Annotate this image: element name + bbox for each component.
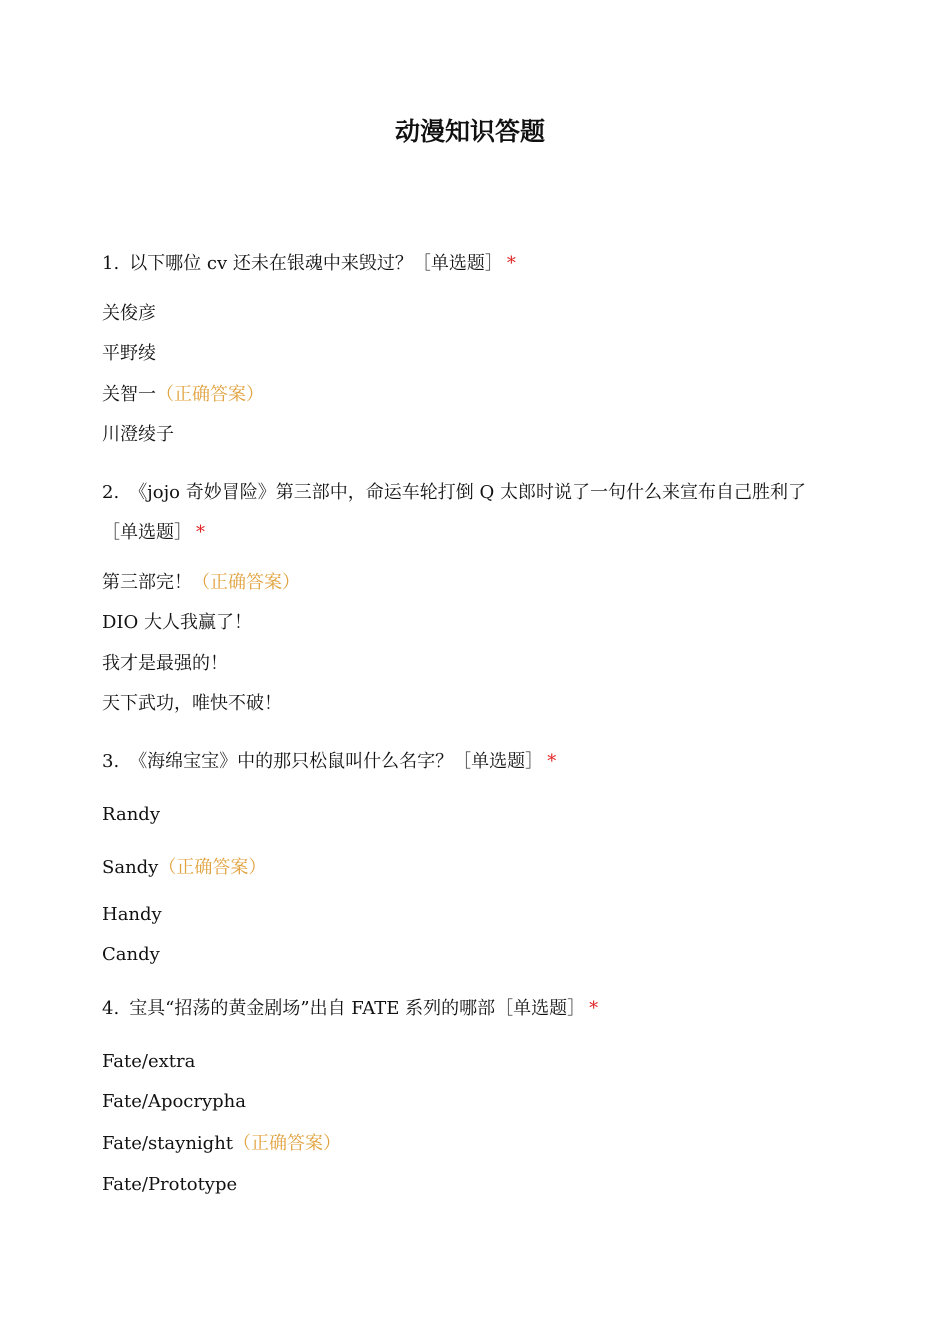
question-2-option-3 [102, 650, 228, 678]
required-star: * [506, 253, 516, 274]
correct-answer-note: （正确答案） [158, 857, 267, 878]
option-label: Fate/Prototype [102, 1174, 238, 1195]
required-star: * [196, 522, 205, 543]
option-label: 关智一 [102, 384, 156, 405]
question-3-option-3 [102, 901, 162, 929]
question-text: 《jojo 奇妙冒险》第三部中，命运车轮打倒 Q 太郎时说了一句什么来宣布自己胜利了［单选题］ [102, 482, 806, 543]
option-label: 我才是最强的！ [102, 653, 228, 674]
question-4-option-4 [102, 1171, 237, 1199]
required-star: * [589, 998, 599, 1019]
option-label: Fate/staynight [102, 1133, 234, 1154]
question-number: 2. [102, 482, 120, 503]
correct-answer-note: （正确答案） [156, 384, 264, 405]
question-1-option-3 [102, 381, 264, 409]
option-label: 关俊彦 [102, 303, 156, 324]
question-text: 以下哪位 cv 还未在银魂中来毁过？［单选题］ [129, 253, 503, 274]
option-label: 天下武功，唯快不破！ [102, 693, 282, 714]
question-2-option-1 [102, 569, 300, 597]
question-1-option-1 [102, 300, 156, 328]
option-label: Randy [102, 804, 160, 825]
question-3 [102, 742, 832, 782]
question-2-option-2 [102, 609, 252, 637]
option-label: Candy [102, 944, 160, 965]
question-4-option-3 [102, 1130, 341, 1158]
page-title: 动漫知识答题 [394, 117, 545, 146]
question-3-option-2 [102, 854, 266, 882]
question-2-option-4 [102, 690, 282, 718]
required-star: * [547, 751, 557, 772]
question-text: 宝具“招荡的黄金剧场”出自 FATE 系列的哪部［单选题］ [129, 998, 586, 1019]
question-1-option-4 [102, 421, 174, 449]
question-4-option-1 [102, 1048, 195, 1076]
question-text: 《海绵宝宝》中的那只松鼠叫什么名字？［单选题］ [129, 751, 544, 772]
question-4-option-2 [102, 1088, 246, 1116]
option-label: Fate/Apocrypha [102, 1091, 247, 1112]
option-label: Sandy [102, 857, 159, 878]
question-1-option-2 [102, 340, 156, 368]
option-label: 川澄绫子 [102, 424, 174, 445]
question-number: 1. [102, 253, 120, 274]
option-label: Handy [102, 904, 162, 925]
option-label: Fate/extra [102, 1051, 196, 1072]
correct-answer-note: （正确答案） [233, 1133, 342, 1154]
option-label: DIO 大人我赢了！ [102, 612, 253, 633]
question-4 [102, 989, 832, 1029]
correct-answer-note: （正确答案） [192, 572, 300, 593]
option-label: 平野绫 [102, 343, 156, 364]
question-number: 4. [102, 998, 120, 1019]
question-number: 3. [102, 751, 120, 772]
question-2 [102, 473, 832, 553]
question-3-option-4 [102, 941, 160, 969]
option-label: 第三部完！ [102, 572, 192, 593]
question-1 [102, 244, 832, 284]
question-3-option-1 [102, 801, 160, 829]
